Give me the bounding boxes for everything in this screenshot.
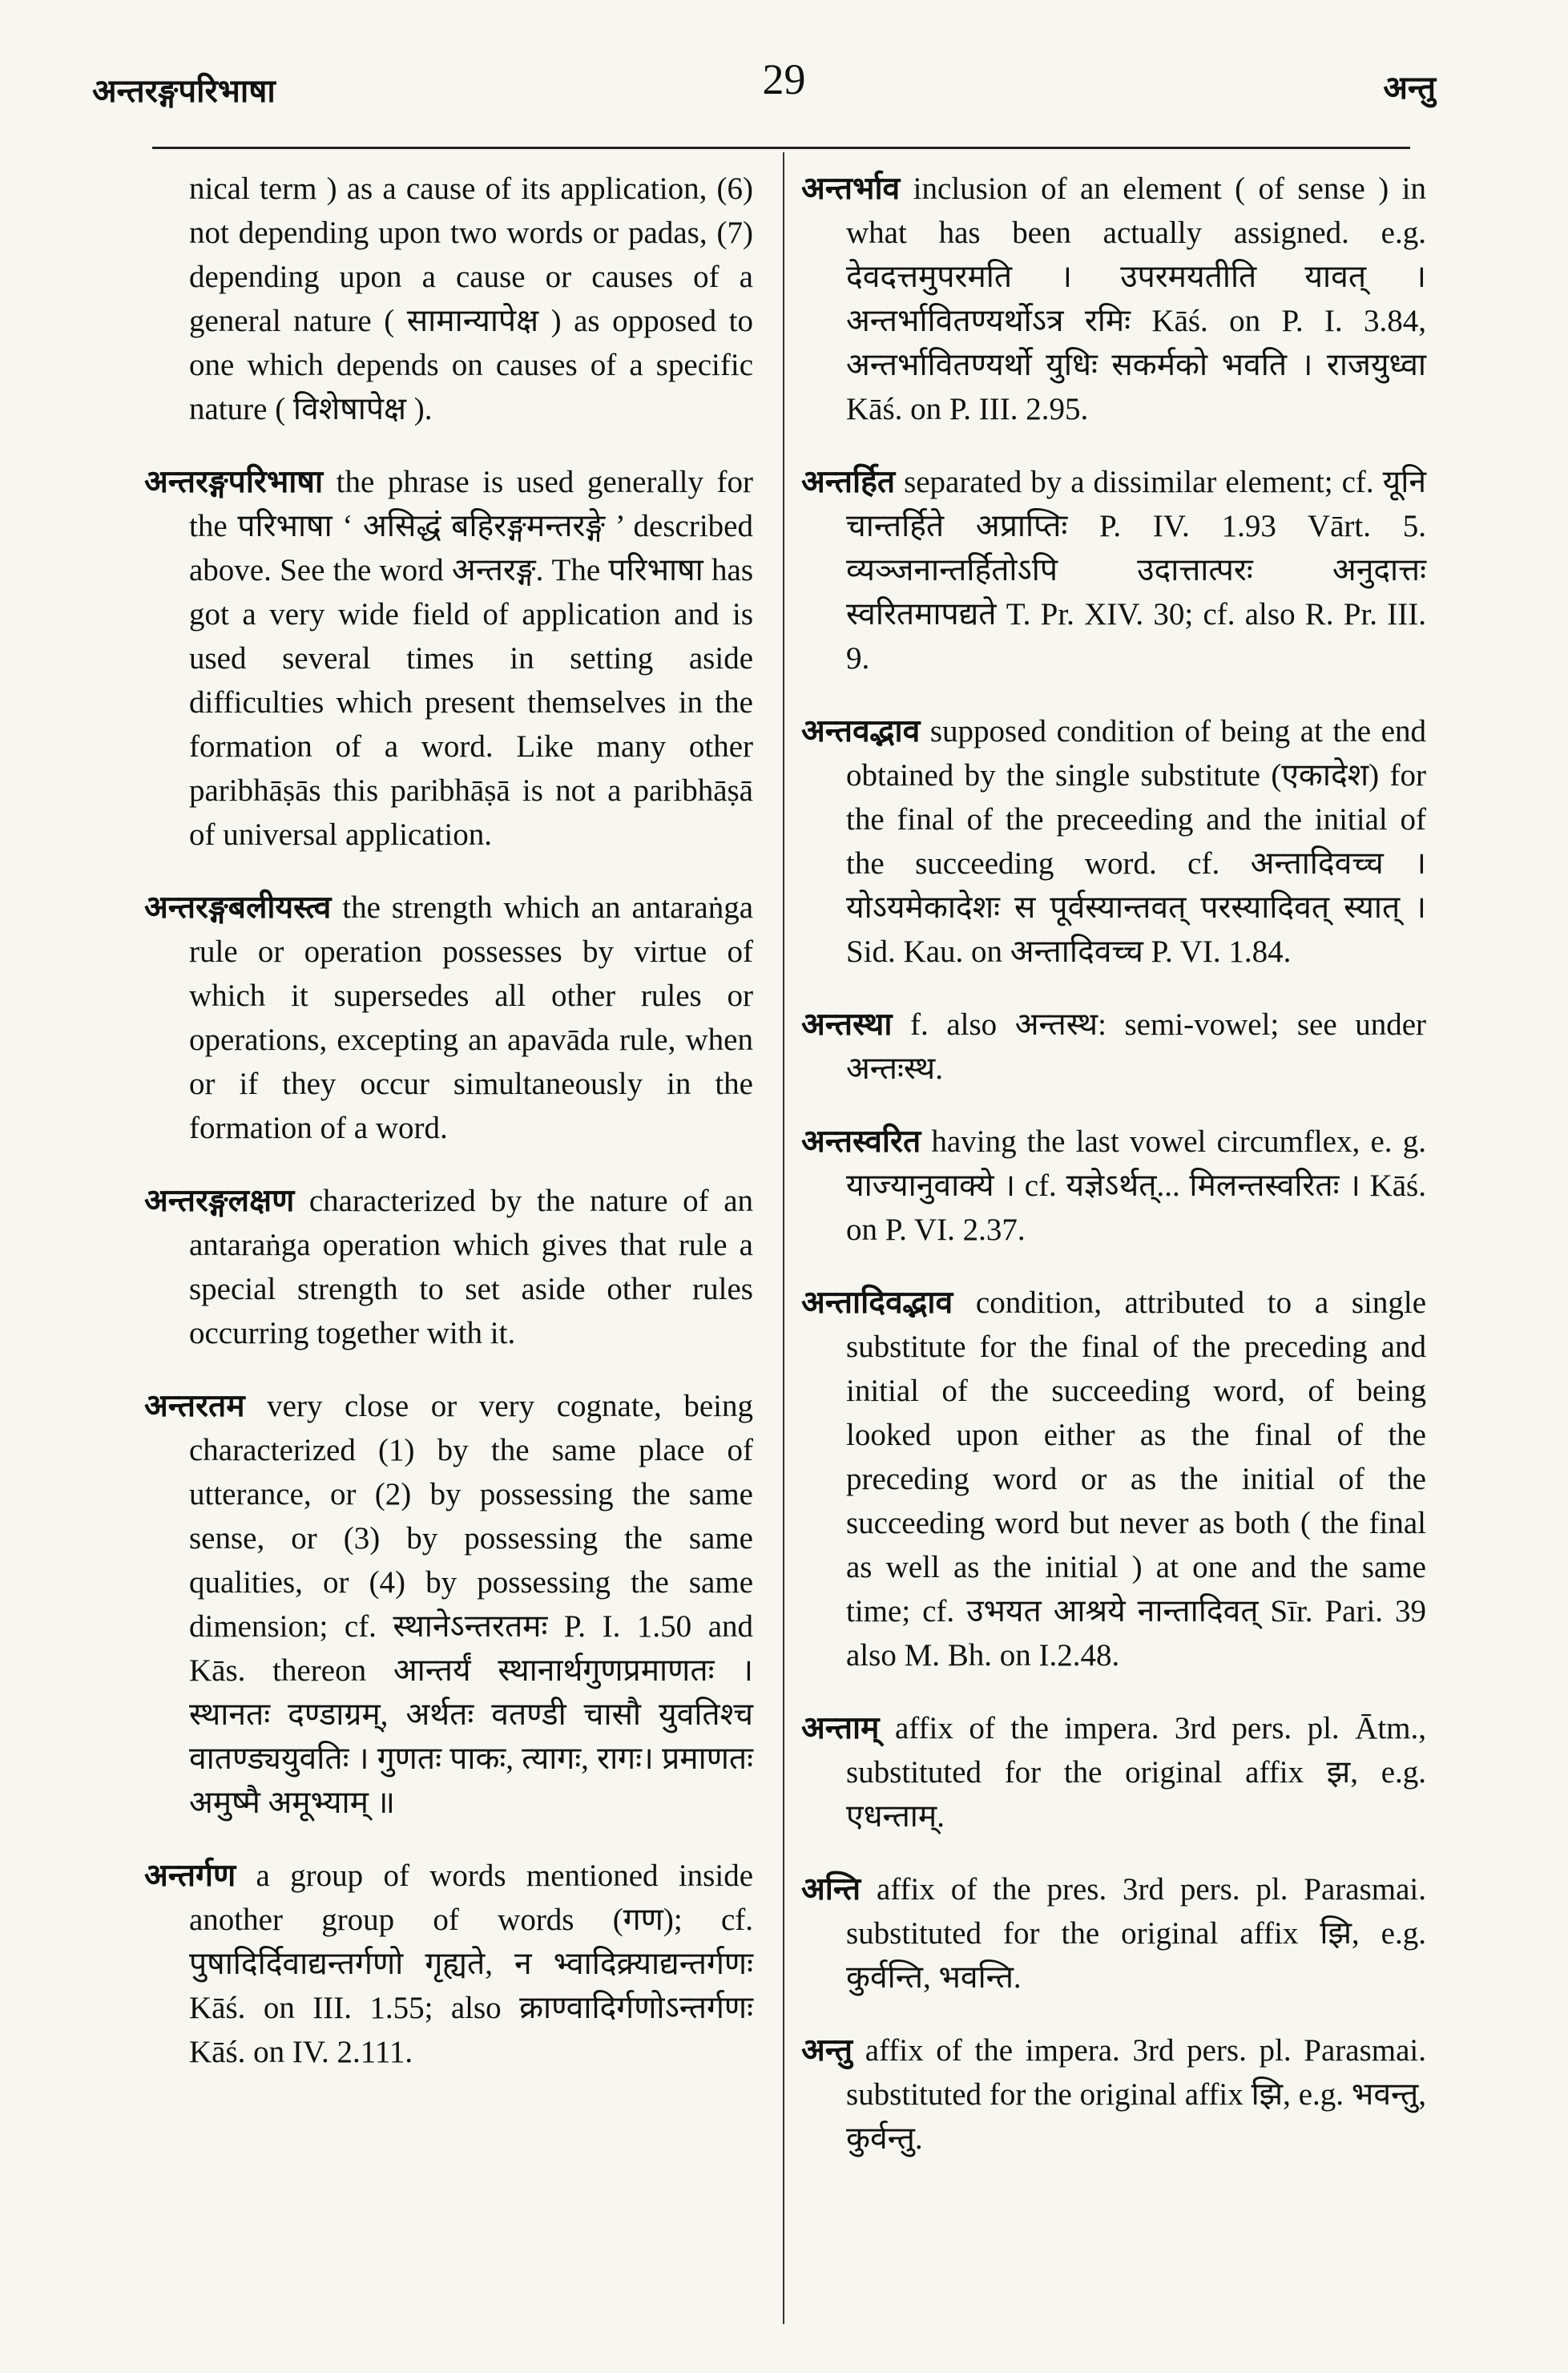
entry-headword: अन्तरङ्गपरिभाषा: [144, 465, 324, 499]
dictionary-entry: [144, 886, 753, 1150]
entry-definition: separated by a dissimilar element; cf. यूनि चान्तर्हिते अप्राप्तिः P. IV. 1.93 Vārt. 5. व्यञ्जनान्तर्हितोऽपि उदात्तात्परः अनुदात्तः स्वरितमापद्यते T. Pr. XIV. 30; cf. also R. Pr. III. 9.: [846, 465, 1426, 676]
entry-headword: अन्तस्वरित: [801, 1124, 921, 1159]
dictionary-entry: [801, 1003, 1426, 1091]
left-column: [144, 167, 753, 2103]
entry-headword: अन्तु: [801, 2033, 853, 2068]
header-rule: [152, 147, 1410, 149]
entry-headword: अन्ताम्: [801, 1711, 880, 1745]
entry-headword: अन्तरङ्गबलीयस्त्व: [144, 890, 332, 925]
entry-definition: the strength which an antaraṅga rule or operation possesses by virtue of which it supersedes all other rules or operations, excepting an apavāda rule, when or if they occur simultaneously in the formation of a word.: [189, 890, 754, 1145]
running-head: [0, 0, 1568, 160]
entry-definition: characterized by the nature of an antaraṅga operation which gives that rule a special strength to set aside other rules occurring together with it.: [189, 1184, 754, 1350]
dictionary-entry: [801, 1281, 1426, 1677]
entry-definition: f. also अन्तस्थ: semi-vowel; see under अन्तःस्थ.: [846, 1007, 1427, 1086]
dictionary-entry: [801, 709, 1426, 974]
dictionary-entry: [801, 1867, 1426, 2000]
entry-definition: nical term ) as a cause of its application, (6) not depending upon two words or padas, (7) depending upon a cause or causes of a general nature ( सामान्यापेक्ष ) as opposed to one which depends on causes of a specific nature ( विशेषापेक्ष ).: [189, 172, 753, 426]
dictionary-entry: [801, 460, 1426, 680]
entry-definition: condition, attributed to a single substitute for the final of the preceding and initial of the succeeding word, of being looked upon either as the final of the preceding word or as the initial of the succeeding word but never as both ( the final as well as the initial ) at one and the same time; cf. उभयत आश्रये नान्तादिवत् Sīr. Pari. 39 also M. Bh. on I.2.48.: [846, 1285, 1427, 1673]
entry-definition: the phrase is used generally for the परिभाषा ‘ असिद्धं बहिरङ्गमन्तरङ्गे ’ described above. See the word अन्तरङ्ग. The परिभाषा has got a very wide field of application and is used several times in setting aside difficulties which present themselves in the formation of a word. Like many other paribhāṣās this paribhāṣā is not a paribhāṣā of universal application.: [189, 465, 753, 852]
entry-headword: अन्तस्था: [801, 1007, 893, 1042]
entry-headword: अन्तवद्भाव: [801, 714, 921, 749]
entry-definition: having the last vowel circumflex, e. g. याज्यानुवाक्ये । cf. यज्ञेऽर्थत्... मिलन्तस्वरितः । Kāś. on P. VI. 2.37.: [846, 1124, 1427, 1247]
running-head-right: अन्तु: [1383, 69, 1436, 107]
entry-headword: अन्तर्हित: [801, 465, 896, 499]
dictionary-entry: [801, 167, 1426, 431]
entry-headword: अन्ति: [801, 1872, 861, 1907]
entry-definition: very close or very cognate, being characterized (1) by the same place of utterance, or (2) by possessing the same sense, or (3) by possessing the same qualities, or (4) by possessing the same dimension; cf. स्थानेऽन्तरतमः P. I. 1.50 and Kās. thereon आन्तर्यं स्थानार्थगुणप्रमाणतः । स्थानतः दण्डाग्रम्, अर्थतः वतण्डी चासौ युवतिश्च वातण्ड्ययुवतिः । गुणतः पाकः, त्यागः, रागः। प्रमाणतः अमुष्मै अमूभ्याम् ॥: [189, 1389, 753, 1820]
running-head-left: अन्तरङ्गपरिभाषा: [92, 72, 276, 110]
dictionary-entry: [144, 1179, 753, 1355]
entry-definition: supposed condition of being at the end obtained by the single substitute (एकादेश) for the final of the preceeding and the initial of the succeeding word. cf. अन्तादिवच्च । योऽयमेकादेशः स पूर्वस्यान्तवत् परस्यादिवत् स्यात् । Sid. Kau. on अन्तादिवच्च P. VI. 1.84.: [846, 714, 1427, 969]
dictionary-entry: [801, 1120, 1426, 1252]
entry-headword: अन्तादिवद्भाव: [801, 1285, 953, 1320]
dictionary-entry: [144, 1384, 753, 1825]
entry-definition: affix of the pres. 3rd pers. pl. Parasmai. substituted for the original affix झि, e.g. कुर्वन्ति, भवन्ति.: [846, 1872, 1427, 1995]
entry-headword: अन्तर्गण: [144, 1858, 236, 1893]
entry-headword: अन्तरतम: [144, 1389, 245, 1423]
entry-definition: inclusion of an element ( of sense ) in what has been actually assigned. e.g. देवदत्तमुपरमति । उपरमयतीति यावत् । अन्तर्भावितण्यर्थोऽत्र रमिः Kāś. on P. I. 3.84, अन्तर्भावितण्यर्थो युधिः सकर्मको भवति । राजयुध्वा Kāś. on P. III. 2.95.: [846, 172, 1427, 426]
dictionary-entry: [144, 460, 753, 857]
entry-headword: अन्तर्भाव: [801, 172, 901, 206]
entry-headword: अन्तरङ्गलक्षण: [144, 1184, 295, 1218]
dictionary-entry: [801, 2028, 1426, 2161]
dictionary-entry: [801, 1706, 1426, 1838]
column-divider: [783, 152, 784, 2324]
page-number: 29: [762, 55, 806, 103]
entry-definition: affix of the impera. 3rd pers. pl. Ātm., substituted for the original affix झ, e.g. एधन्ताम्.: [846, 1711, 1426, 1834]
dictionary-entry: [144, 167, 753, 431]
entry-definition: a group of words mentioned inside another group of words (गण); cf. पुषादिर्दिवाद्यन्तर्गणो गृह्यते, न भ्वादिक्र्याद्यन्तर्गणः Kāś. on III. 1.55; also क्राण्वादिर्गणोऽन्तर्गणः Kāś. on IV. 2.111.: [189, 1858, 754, 2069]
entry-definition: affix of the impera. 3rd pers. pl. Parasmai. substituted for the original affix झि, e.g. भवन्तु, कुर्वन्तु.: [846, 2033, 1426, 2156]
dictionary-entry: [144, 1854, 753, 2074]
right-column: [801, 167, 1426, 2189]
